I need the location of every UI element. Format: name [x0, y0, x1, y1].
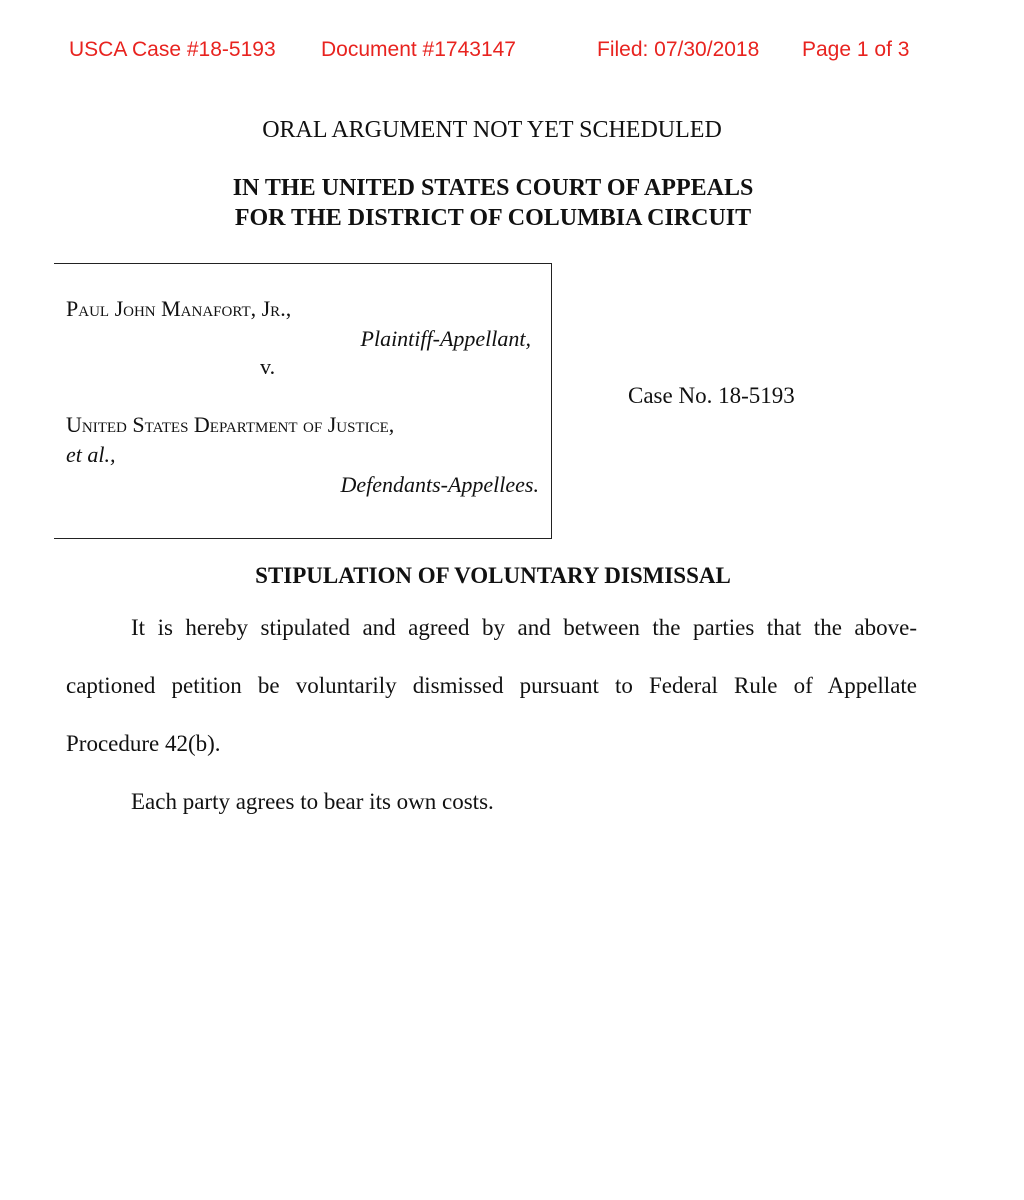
- defendant-et-al: et al.,: [66, 442, 116, 467]
- case-number: Case No. 18-5193: [628, 383, 795, 408]
- filing-stamp-page: Page 1 of 3: [802, 38, 910, 61]
- versus: v.: [260, 354, 276, 379]
- body-paragraph-1-line-2: captioned petition be voluntarily dismissed pursuant to Federal Rule of Appellate: [66, 673, 917, 698]
- defendant-role: Defendants-Appellees.: [340, 472, 539, 497]
- case-caption-box: [54, 263, 552, 539]
- filing-stamp-document: Document #1743147: [321, 38, 516, 61]
- filing-stamp-case: USCA Case #18-5193: [69, 38, 276, 61]
- defendant-name: United States Department of Justice,: [66, 412, 395, 437]
- oral-argument-notice: ORAL ARGUMENT NOT YET SCHEDULED: [262, 117, 722, 143]
- body-paragraph-1-line-3: Procedure 42(b).: [66, 731, 221, 756]
- plaintiff-role: Plaintiff-Appellant,: [360, 326, 531, 351]
- document-title: STIPULATION OF VOLUNTARY DISMISSAL: [255, 563, 731, 588]
- filing-stamp-date: Filed: 07/30/2018: [597, 38, 760, 61]
- body-paragraph-2: Each party agrees to bear its own costs.: [131, 789, 494, 814]
- court-name-line-1: IN THE UNITED STATES COURT OF APPEALS: [232, 175, 754, 201]
- body-paragraph-1-line-1: It is hereby stipulated and agreed by and between the parties that the above-: [131, 615, 917, 640]
- court-name-line-2: FOR THE DISTRICT OF COLUMBIA CIRCUIT: [234, 205, 752, 231]
- plaintiff-name: Paul John Manafort, Jr.,: [66, 296, 292, 321]
